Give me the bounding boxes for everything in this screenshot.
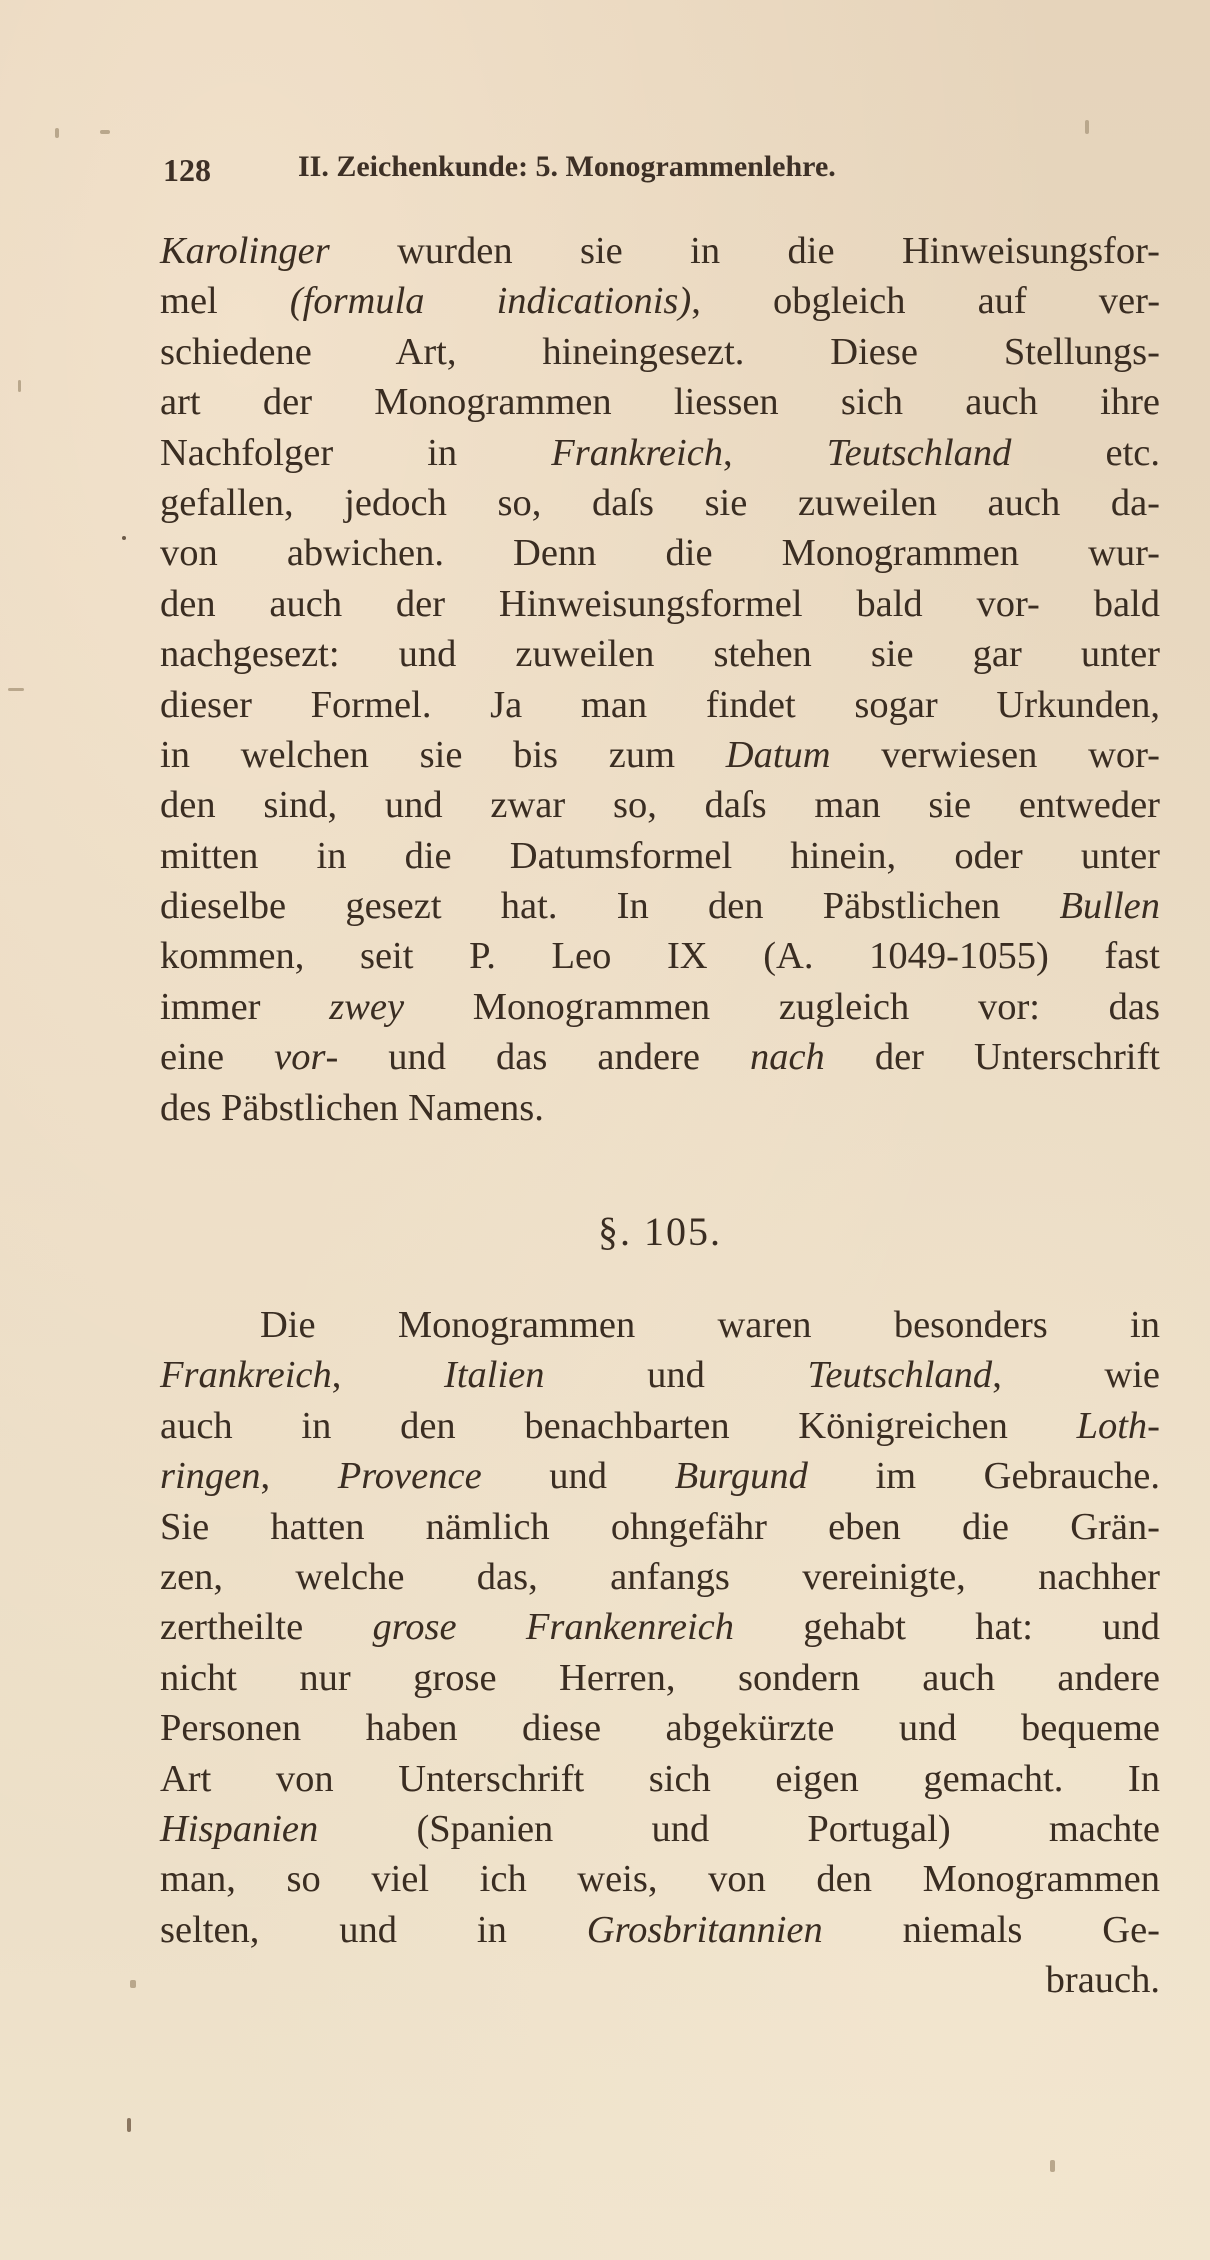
text-line xyxy=(160,1401,1160,1451)
text-line xyxy=(160,528,1160,578)
text-run: zertheilte xyxy=(160,1606,373,1649)
text-line xyxy=(160,1032,1160,1082)
text-run: mitten in die Datumsformel hinein, oder unter xyxy=(160,834,1160,877)
text-run: gehabt hat: und xyxy=(734,1606,1160,1649)
text-run: der Unterschrift xyxy=(824,1036,1160,1079)
italic-term: Teutschland xyxy=(826,431,1012,474)
italic-term: Provence xyxy=(337,1455,482,1498)
text-run: , obgleich auf ver- xyxy=(691,280,1161,323)
italic-term: Hispanien xyxy=(160,1807,319,1850)
text-run: und xyxy=(544,1354,808,1397)
italic-term: nach xyxy=(749,1036,825,1079)
text-line xyxy=(160,478,1160,528)
text-run: art der Monogrammen liessen sich auch ihre xyxy=(160,381,1160,424)
paragraph-continued xyxy=(160,226,1160,1133)
text-line xyxy=(160,428,1160,478)
paper-speck xyxy=(8,688,24,691)
text-run: den sind, und zwar so, daſs man sie entweder xyxy=(160,784,1160,827)
text-run: Monogrammen zugleich vor: das xyxy=(404,985,1161,1028)
italic-term: (formula indicationis) xyxy=(289,280,692,323)
text-run: Sie hatten nämlich ohngefähr eben die Grän- xyxy=(160,1505,1160,1548)
italic-term: vor xyxy=(274,1036,326,1079)
text-line xyxy=(160,1905,1160,1955)
paper-speck xyxy=(55,128,59,138)
text-run: den auch der Hinweisungsformel bald vor- bald xyxy=(160,582,1160,625)
text-run: Die Monogrammen waren besonders in xyxy=(260,1304,1160,1346)
paper-speck xyxy=(130,1980,136,1988)
text-run: und xyxy=(481,1455,675,1498)
text-run: zen, welche das, anfangs vereinigte, nachher xyxy=(160,1555,1160,1598)
italic-term: Datum xyxy=(725,733,831,776)
text-run: kommen, seit P. Leo IX (A. 1049-1055) fast xyxy=(160,935,1160,978)
text-run: mel xyxy=(160,280,290,323)
text-line xyxy=(160,1502,1160,1552)
page-number: 128 xyxy=(163,152,211,188)
text-run: selten, und in xyxy=(160,1908,587,1951)
paper-speck xyxy=(18,380,21,392)
text-run: dieser Formel. Ja man findet sogar Urkunden, xyxy=(160,683,1160,726)
italic-term: Loth- xyxy=(1076,1404,1160,1447)
text-run: eine xyxy=(160,1036,275,1079)
italic-term: Karolinger xyxy=(160,230,330,272)
text-run: nachgesezt: und zuweilen stehen sie gar unter xyxy=(160,633,1160,676)
text-run: niemals Ge- xyxy=(822,1908,1160,1951)
text-run: des Päbstlichen Namens. xyxy=(160,1086,544,1129)
text-line xyxy=(160,1653,1160,1703)
text-run: immer xyxy=(160,985,330,1028)
italic-term: grose Frankenreich xyxy=(372,1606,735,1649)
text-line xyxy=(160,1602,1160,1652)
text-line xyxy=(160,1300,1160,1350)
text-line xyxy=(160,276,1160,326)
text-line xyxy=(160,377,1160,427)
italic-term: Frankreich xyxy=(551,431,724,474)
text-run: im Gebrauche. xyxy=(807,1455,1161,1498)
paper-speck xyxy=(1085,120,1089,134)
text-run: in welchen sie bis zum xyxy=(160,733,726,776)
text-line xyxy=(160,226,1160,276)
italic-term: Frankreich xyxy=(160,1354,332,1397)
text-line xyxy=(160,1754,1160,1804)
text-line xyxy=(160,629,1160,679)
text-run: , wie xyxy=(992,1354,1161,1397)
text-run: , xyxy=(331,1354,445,1397)
text-run: gefallen, jedoch so, daſs sie zuweilen auch da- xyxy=(160,481,1160,524)
text-line xyxy=(160,1350,1160,1400)
section-heading: §. 105. xyxy=(598,1209,722,1254)
paper-speck xyxy=(1050,2160,1055,2172)
text-run: etc. xyxy=(1011,431,1160,474)
text-line xyxy=(160,1451,1160,1501)
text-line xyxy=(160,982,1160,1032)
paper-speck xyxy=(100,130,110,134)
text-run: Nachfolger in xyxy=(160,431,552,474)
italic-term: zwey xyxy=(329,985,405,1028)
text-run: brauch. xyxy=(1045,1959,1160,2002)
text-line xyxy=(160,780,1160,830)
text-line xyxy=(160,1804,1160,1854)
text-line xyxy=(160,327,1160,377)
paper-speck xyxy=(127,2118,131,2132)
italic-term: Grosbritannien xyxy=(586,1908,823,1951)
text-line xyxy=(160,1955,1160,2005)
text-line xyxy=(160,1083,1160,1133)
text-run: von abwichen. Denn die Monogrammen wur- xyxy=(160,532,1160,575)
text-run: , xyxy=(260,1455,338,1498)
text-line xyxy=(160,831,1160,881)
text-line xyxy=(160,1552,1160,1602)
text-line xyxy=(160,1854,1160,1904)
text-line xyxy=(160,881,1160,931)
text-line xyxy=(160,1703,1160,1753)
text-run: dieselbe gesezt hat. In den Päbstlichen xyxy=(160,885,1060,928)
running-title: II. Zeichenkunde: 5. Monogrammenlehre. xyxy=(298,150,836,183)
text-run: auch in den benachbarten Königreichen xyxy=(160,1404,1077,1447)
text-run: nicht nur grose Herren, sondern auch andere xyxy=(160,1656,1160,1699)
text-line xyxy=(160,579,1160,629)
italic-term: Italien xyxy=(444,1354,545,1397)
text-run: verwiesen wor- xyxy=(830,733,1160,776)
text-run: (Spanien und Portugal) machte xyxy=(318,1807,1160,1850)
text-run: - und das andere xyxy=(325,1036,750,1079)
paper-speck xyxy=(122,536,126,540)
text-line xyxy=(160,680,1160,730)
text-run: man, so viel ich weis, von den Monogrammen xyxy=(160,1858,1160,1901)
italic-term: ringen xyxy=(160,1455,261,1498)
italic-term: Burgund xyxy=(674,1455,808,1498)
text-run: schiedene Art, hineingesezt. Diese Stellungs- xyxy=(160,330,1160,373)
text-run: Art von Unterschrift sich eigen gemacht. In xyxy=(160,1757,1160,1800)
text-line xyxy=(160,931,1160,981)
text-line xyxy=(160,730,1160,780)
text-run: Personen haben diese abgekürzte und bequeme xyxy=(160,1707,1160,1750)
italic-term: Teutschland xyxy=(807,1354,993,1397)
text-run: wurden sie in die Hinweisungsfor- xyxy=(329,230,1160,272)
paragraph-section-105 xyxy=(160,1300,1160,2005)
text-run: , xyxy=(723,431,827,474)
page-header xyxy=(158,140,1058,200)
italic-term: Bullen xyxy=(1059,885,1160,928)
